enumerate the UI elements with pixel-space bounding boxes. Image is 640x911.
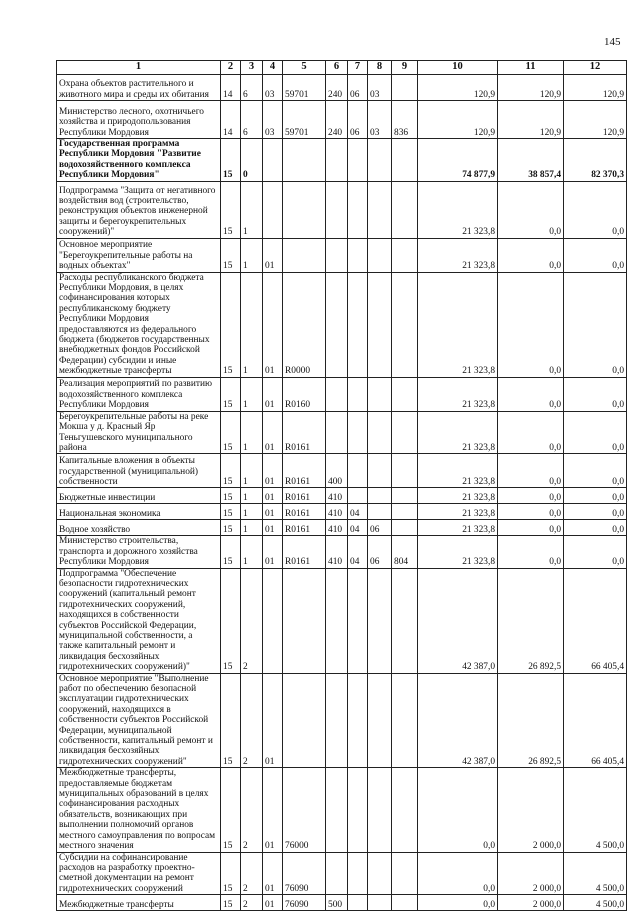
table-row [57, 504, 627, 520]
table-row [57, 101, 627, 139]
cell-col-10: 0,0 [418, 852, 498, 895]
cell-col-7: 04 [348, 520, 368, 536]
row-name-cell: Межбюджетные трансферты, предоставляемые бюджетам муниципальных образований в целях софинансирования расходных обязательств, возникающих при выполнении полномочий органов местного самоуправления по вопросам местного значения [57, 768, 221, 852]
cell-col-11: 2 000,0 [498, 768, 564, 852]
cell-col-8: 06 [368, 536, 392, 568]
cell-col-11: 2 000,0 [498, 895, 564, 911]
cell-col-12: 0,0 [564, 488, 627, 504]
cell-col-7 [348, 768, 368, 852]
cell-col-10: 21 323,8 [418, 272, 498, 377]
column-header-11: 11 [498, 61, 564, 75]
table-row [57, 520, 627, 536]
cell-col-12: 0,0 [564, 504, 627, 520]
cell-col-12: 0,0 [564, 272, 627, 377]
cell-col-5 [283, 181, 326, 238]
cell-col-4: 03 [263, 101, 283, 139]
cell-col-10: 120,9 [418, 75, 498, 101]
cell-col-12: 66 405,4 [564, 673, 627, 768]
cell-col-7 [348, 139, 368, 182]
cell-col-11: 0,0 [498, 454, 564, 488]
cell-col-6 [326, 673, 348, 768]
cell-col-4: 01 [263, 454, 283, 488]
cell-col-2: 15 [221, 895, 241, 911]
cell-col-12: 4 500,0 [564, 768, 627, 852]
cell-col-9 [392, 768, 418, 852]
cell-col-4: 01 [263, 768, 283, 852]
cell-col-2: 15 [221, 411, 241, 454]
table-row [57, 895, 627, 911]
row-name-cell: Водное хозяйство [57, 520, 221, 536]
cell-col-12: 0,0 [564, 520, 627, 536]
cell-col-12: 0,0 [564, 377, 627, 411]
cell-col-10: 0,0 [418, 768, 498, 852]
table-row [57, 411, 627, 454]
cell-col-6 [326, 139, 348, 182]
cell-col-2: 15 [221, 454, 241, 488]
cell-col-6 [326, 377, 348, 411]
cell-col-5 [283, 568, 326, 673]
cell-col-3: 0 [241, 139, 263, 182]
cell-col-9 [392, 181, 418, 238]
cell-col-8 [368, 488, 392, 504]
cell-col-10: 120,9 [418, 101, 498, 139]
row-name-cell: Охрана объектов растительного и животного мира и среды их обитания [57, 75, 221, 101]
row-name-cell: Министерство лесного, охотничьего хозяйства и природопользования Республики Мордовия [57, 101, 221, 139]
cell-col-12: 4 500,0 [564, 895, 627, 911]
cell-col-7 [348, 568, 368, 673]
cell-col-7: 06 [348, 75, 368, 101]
cell-col-11: 0,0 [498, 238, 564, 272]
column-header-5: 5 [283, 61, 326, 75]
cell-col-4: 01 [263, 411, 283, 454]
cell-col-11: 0,0 [498, 536, 564, 568]
cell-col-8: 03 [368, 101, 392, 139]
cell-col-11: 0,0 [498, 520, 564, 536]
cell-col-8 [368, 568, 392, 673]
cell-col-8 [368, 895, 392, 911]
column-header-10: 10 [418, 61, 498, 75]
cell-col-9 [392, 504, 418, 520]
cell-col-12: 82 370,3 [564, 139, 627, 182]
cell-col-8: 03 [368, 75, 392, 101]
cell-col-6 [326, 411, 348, 454]
cell-col-2: 15 [221, 238, 241, 272]
cell-col-3: 1 [241, 238, 263, 272]
cell-col-10: 21 323,8 [418, 377, 498, 411]
cell-col-4: 03 [263, 75, 283, 101]
row-name-cell: Основное мероприятие "Берегоукрепительные работы на водных объектах" [57, 238, 221, 272]
cell-col-9 [392, 377, 418, 411]
cell-col-11: 120,9 [498, 101, 564, 139]
cell-col-9 [392, 895, 418, 911]
row-name-cell: Берегоукрепительные работы на реке Мокша у д. Красный Яр Теньгушевского муниципального района [57, 411, 221, 454]
cell-col-12: 66 405,4 [564, 568, 627, 673]
cell-col-3: 1 [241, 272, 263, 377]
cell-col-5: R0000 [283, 272, 326, 377]
cell-col-2: 15 [221, 139, 241, 182]
cell-col-8 [368, 181, 392, 238]
table-row [57, 536, 627, 568]
row-name-cell: Национальная экономика [57, 504, 221, 520]
row-name-cell: Подпрограмма "Защита от негативного воздействия вод (строительство, реконструкция объектов инженерной защиты и берегоукрепительных сооружений)" [57, 181, 221, 238]
budget-table [56, 60, 627, 911]
cell-col-11: 26 892,5 [498, 568, 564, 673]
cell-col-8: 06 [368, 520, 392, 536]
cell-col-2: 14 [221, 75, 241, 101]
cell-col-9 [392, 238, 418, 272]
cell-col-6 [326, 852, 348, 895]
cell-col-7 [348, 673, 368, 768]
cell-col-8 [368, 377, 392, 411]
column-header-7: 7 [348, 61, 368, 75]
cell-col-4: 01 [263, 488, 283, 504]
cell-col-10: 21 323,8 [418, 181, 498, 238]
column-header-2: 2 [221, 61, 241, 75]
cell-col-9: 836 [392, 101, 418, 139]
cell-col-3: 6 [241, 75, 263, 101]
cell-col-9 [392, 568, 418, 673]
cell-col-3: 2 [241, 673, 263, 768]
cell-col-12: 4 500,0 [564, 852, 627, 895]
cell-col-10: 21 323,8 [418, 536, 498, 568]
page-number: 145 [604, 36, 621, 48]
cell-col-6 [326, 272, 348, 377]
cell-col-9 [392, 454, 418, 488]
cell-col-12: 0,0 [564, 454, 627, 488]
row-name-cell: Капитальные вложения в объекты государственной (муниципальной) собственности [57, 454, 221, 488]
row-name-cell: Основное мероприятие "Выполнение работ по обеспечению безопасной эксплуатации гидротехнических сооружений, находящихся в собственности субъектов Российской Федерации, муниципальной собственности, капитальный ремонт и ликвидация бесхозяйных гидротехнических сооружений" [57, 673, 221, 768]
table-row [57, 272, 627, 377]
cell-col-4: 01 [263, 504, 283, 520]
cell-col-11: 0,0 [498, 411, 564, 454]
cell-col-6: 410 [326, 536, 348, 568]
cell-col-3: 1 [241, 536, 263, 568]
cell-col-8 [368, 504, 392, 520]
cell-col-10: 21 323,8 [418, 520, 498, 536]
cell-col-12: 120,9 [564, 75, 627, 101]
cell-col-6: 410 [326, 488, 348, 504]
table-row [57, 139, 627, 182]
cell-col-6 [326, 238, 348, 272]
table-row [57, 238, 627, 272]
cell-col-3: 6 [241, 101, 263, 139]
cell-col-7 [348, 454, 368, 488]
cell-col-3: 2 [241, 768, 263, 852]
row-name-cell: Расходы республиканского бюджета Республики Мордовия, в целях софинансирования которых республиканскому бюджету Республики Мордовия предоставляются из федерального бюджета (бюджетов государственных внебюджетных фондов Российской Федерации) субсидии и иные межбюджетные трансферты [57, 272, 221, 377]
cell-col-8 [368, 673, 392, 768]
cell-col-2: 15 [221, 852, 241, 895]
cell-col-7: 04 [348, 536, 368, 568]
table-row [57, 852, 627, 895]
cell-col-7: 04 [348, 504, 368, 520]
column-header-6: 6 [326, 61, 348, 75]
cell-col-9 [392, 520, 418, 536]
cell-col-3: 1 [241, 377, 263, 411]
cell-col-3: 2 [241, 568, 263, 673]
cell-col-3: 1 [241, 488, 263, 504]
cell-col-4 [263, 139, 283, 182]
cell-col-12: 0,0 [564, 181, 627, 238]
cell-col-7: 06 [348, 101, 368, 139]
table-row [57, 181, 627, 238]
cell-col-11: 0,0 [498, 181, 564, 238]
cell-col-3: 1 [241, 504, 263, 520]
table-row [57, 673, 627, 768]
cell-col-8 [368, 411, 392, 454]
cell-col-8 [368, 238, 392, 272]
cell-col-5: 76000 [283, 768, 326, 852]
cell-col-2: 15 [221, 181, 241, 238]
cell-col-5 [283, 238, 326, 272]
row-name-cell: Государственная программа Республики Мордовия "Развитие водохозяйственного комплекса Республики Мордовия" [57, 139, 221, 182]
cell-col-5: 76090 [283, 895, 326, 911]
cell-col-10: 74 877,9 [418, 139, 498, 182]
cell-col-7 [348, 377, 368, 411]
cell-col-8 [368, 852, 392, 895]
cell-col-11: 0,0 [498, 504, 564, 520]
row-name-cell: Субсидии на софинансирование расходов на разработку проектно-сметной документации на ремонт гидротехнических сооружений [57, 852, 221, 895]
row-name-cell: Межбюджетные трансферты [57, 895, 221, 911]
cell-col-10: 21 323,8 [418, 488, 498, 504]
cell-col-7 [348, 488, 368, 504]
cell-col-4: 01 [263, 238, 283, 272]
cell-col-12: 120,9 [564, 101, 627, 139]
cell-col-2: 15 [221, 768, 241, 852]
cell-col-9: 804 [392, 536, 418, 568]
cell-col-5 [283, 673, 326, 768]
cell-col-6 [326, 768, 348, 852]
cell-col-9 [392, 488, 418, 504]
cell-col-2: 15 [221, 272, 241, 377]
cell-col-11: 0,0 [498, 272, 564, 377]
cell-col-2: 15 [221, 520, 241, 536]
cell-col-2: 15 [221, 536, 241, 568]
cell-col-11: 120,9 [498, 75, 564, 101]
cell-col-7 [348, 181, 368, 238]
cell-col-5: R0161 [283, 454, 326, 488]
cell-col-3: 1 [241, 454, 263, 488]
cell-col-10: 42 387,0 [418, 568, 498, 673]
cell-col-11: 26 892,5 [498, 673, 564, 768]
cell-col-5: R0161 [283, 504, 326, 520]
cell-col-6: 240 [326, 75, 348, 101]
cell-col-3: 1 [241, 181, 263, 238]
cell-col-5: R0160 [283, 377, 326, 411]
cell-col-4: 01 [263, 272, 283, 377]
cell-col-4 [263, 568, 283, 673]
cell-col-9 [392, 139, 418, 182]
cell-col-11: 0,0 [498, 488, 564, 504]
column-header-12: 12 [564, 61, 627, 75]
cell-col-10: 21 323,8 [418, 238, 498, 272]
column-header-4: 4 [263, 61, 283, 75]
cell-col-2: 15 [221, 504, 241, 520]
table-header-row [57, 61, 627, 75]
column-header-8: 8 [368, 61, 392, 75]
column-header-9: 9 [392, 61, 418, 75]
cell-col-12: 0,0 [564, 238, 627, 272]
cell-col-2: 15 [221, 568, 241, 673]
cell-col-9 [392, 75, 418, 101]
table-body [57, 75, 627, 911]
cell-col-6: 410 [326, 520, 348, 536]
table-row [57, 75, 627, 101]
cell-col-10: 0,0 [418, 895, 498, 911]
cell-col-2: 15 [221, 488, 241, 504]
cell-col-4: 01 [263, 673, 283, 768]
cell-col-5: 59701 [283, 101, 326, 139]
cell-col-3: 2 [241, 895, 263, 911]
cell-col-8 [368, 272, 392, 377]
cell-col-5: 76090 [283, 852, 326, 895]
row-name-cell: Подпрограмма "Обеспечение безопасности гидротехнических сооружений (капитальный ремонт гидротехнических сооружений, находящихся в собственности субъектов Российской Федерации, муниципальной собственности, а также капитальный ремонт и ликвидация бесхозяйных гидротехнических сооружений)" [57, 568, 221, 673]
cell-col-10: 21 323,8 [418, 411, 498, 454]
cell-col-11: 0,0 [498, 377, 564, 411]
cell-col-4: 01 [263, 536, 283, 568]
cell-col-6: 240 [326, 101, 348, 139]
cell-col-2: 15 [221, 673, 241, 768]
cell-col-2: 14 [221, 101, 241, 139]
cell-col-7 [348, 272, 368, 377]
cell-col-5: R0161 [283, 411, 326, 454]
cell-col-3: 1 [241, 411, 263, 454]
cell-col-10: 42 387,0 [418, 673, 498, 768]
cell-col-9 [392, 852, 418, 895]
table-row [57, 377, 627, 411]
cell-col-8 [368, 454, 392, 488]
cell-col-7 [348, 238, 368, 272]
cell-col-5: 59701 [283, 75, 326, 101]
cell-col-11: 2 000,0 [498, 852, 564, 895]
column-header-1: 1 [57, 61, 221, 75]
cell-col-11: 38 857,4 [498, 139, 564, 182]
row-name-cell: Бюджетные инвестиции [57, 488, 221, 504]
cell-col-7 [348, 411, 368, 454]
cell-col-6 [326, 181, 348, 238]
cell-col-6: 500 [326, 895, 348, 911]
cell-col-4 [263, 181, 283, 238]
cell-col-4: 01 [263, 895, 283, 911]
cell-col-6: 410 [326, 504, 348, 520]
cell-col-5: R0161 [283, 488, 326, 504]
cell-col-2: 15 [221, 377, 241, 411]
cell-col-9 [392, 411, 418, 454]
cell-col-5 [283, 139, 326, 182]
cell-col-8 [368, 768, 392, 852]
cell-col-12: 0,0 [564, 411, 627, 454]
cell-col-4: 01 [263, 377, 283, 411]
cell-col-6 [326, 568, 348, 673]
cell-col-8 [368, 139, 392, 182]
cell-col-4: 01 [263, 852, 283, 895]
table-row [57, 568, 627, 673]
cell-col-10: 21 323,8 [418, 454, 498, 488]
row-name-cell: Министерство строительства, транспорта и дорожного хозяйства Республики Мордовия [57, 536, 221, 568]
cell-col-3: 1 [241, 520, 263, 536]
cell-col-4: 01 [263, 520, 283, 536]
cell-col-6: 400 [326, 454, 348, 488]
cell-col-12: 0,0 [564, 536, 627, 568]
table-row [57, 488, 627, 504]
table-row [57, 768, 627, 852]
cell-col-5: R0161 [283, 520, 326, 536]
cell-col-7 [348, 852, 368, 895]
cell-col-7 [348, 895, 368, 911]
cell-col-10: 21 323,8 [418, 504, 498, 520]
cell-col-9 [392, 272, 418, 377]
column-header-3: 3 [241, 61, 263, 75]
cell-col-3: 2 [241, 852, 263, 895]
table-row [57, 454, 627, 488]
row-name-cell: Реализация мероприятий по развитию водохозяйственного комплекса Республики Мордовия [57, 377, 221, 411]
cell-col-5: R0161 [283, 536, 326, 568]
cell-col-9 [392, 673, 418, 768]
